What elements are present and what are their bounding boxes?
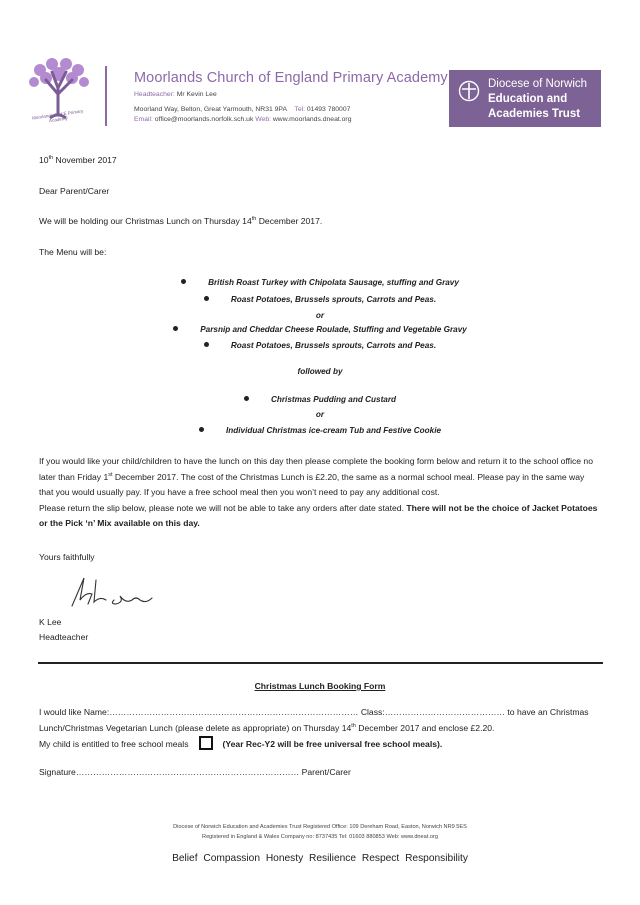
menu-item: Parsnip and Cheddar Cheese Roulade, Stuffing and Vegetable Gravy <box>0 325 640 334</box>
menu-item: Christmas Pudding and Custard <box>0 395 640 404</box>
email-label: Email: <box>134 116 153 123</box>
booking-form <box>39 704 604 752</box>
header-divider <box>105 66 107 126</box>
contact-line <box>134 116 351 123</box>
form-name-class-line[interactable]: I would like Name:…………………………………………………………………………… Class:…………………………………… to have an Christmas <box>39 707 589 717</box>
menu-or: or <box>315 311 325 320</box>
headteacher-line <box>134 91 217 98</box>
letter-date: 10th November 2017 <box>39 155 117 165</box>
menu-followed-by: followed by <box>297 367 343 376</box>
email-address[interactable]: office@moorlands.norfolk.sch.uk <box>154 116 254 123</box>
booking-instructions: If you would like your child/children to have the lunch on this day then please complete the booking form below and return it to the school office no later than Friday 1st December 2017. The cost of the Christmas Lunch is £2.20, the same as a normal school meal. Please pay in the same way that you would usually pay. If you have a free school meal then you won’t need to pay any additional cost. <box>39 456 593 498</box>
tel-label: Tel: <box>294 106 306 113</box>
signer-name: K Lee <box>39 617 62 627</box>
school-name: Moorlands Church of England Primary Academy <box>134 70 448 86</box>
diocese-cross-icon <box>458 80 480 102</box>
web-address[interactable]: www.moorlands.dneat.org <box>272 116 352 123</box>
menu-item: Roast Potatoes, Brussels sprouts, Carrots and Peas. <box>0 341 640 350</box>
intro-line: We will be holding our Christmas Lunch on Thursday 14th December 2017. <box>39 216 323 226</box>
form-signature-line[interactable]: Signature…………………………………………………………………… Parent/Carer <box>39 767 351 777</box>
diocese-name-line1: Diocese of Norwich <box>488 78 588 90</box>
menu-or: or <box>315 410 325 419</box>
footer-registration-line: Registered in England & Wales Company no: 8737435 Tel: 01603 880853 Web: www.dneat.org <box>202 834 438 840</box>
address: Moorland Way, Belton, Great Yarmouth, NR31 9PA <box>134 106 287 113</box>
diocese-name-line3: Academies Trust <box>488 108 581 120</box>
closing: Yours faithfully <box>39 552 95 562</box>
menu-heading: The Menu will be: <box>39 247 107 257</box>
web-label: Web: <box>255 116 271 123</box>
footer-trust-line: Diocese of Norwich Education and Academies Trust Registered Office: 109 Dereham Road, Easton, Norwich NR9 5ES <box>173 824 467 830</box>
form-divider <box>38 662 603 664</box>
form-free-meals-line: My child is entitled to free school meals (Year Rec-Y2 will be free universal free school meals). <box>39 736 604 752</box>
letter-paragraphs <box>39 454 599 532</box>
headteacher-name: Mr Kevin Lee <box>176 91 217 98</box>
form-title: Christmas Lunch Booking Form <box>254 681 386 691</box>
tel-number: 01493 780007 <box>306 106 351 113</box>
address-line <box>134 106 350 113</box>
logo-caption: Moorlands C of E Primary Academy <box>31 108 84 124</box>
headteacher-label: Headteacher: <box>134 91 175 98</box>
form-lunch-line: Lunch/Christmas Vegetarian Lunch (please delete as appropriate) on Thursday 14th December 2017 and enclose £2.20. <box>39 723 495 733</box>
signer-role: Headteacher <box>39 632 89 642</box>
salutation: Dear Parent/Carer <box>39 186 110 196</box>
return-note: Please return the slip below, please note we will not be able to take any orders after date stated. There will not be the choice of Jacket Potatoes or the Pick ‘n’ Mix available on this day. <box>39 502 598 529</box>
menu-item: Individual Christmas ice-cream Tub and Festive Cookie <box>0 426 640 435</box>
signature-image <box>66 570 156 610</box>
menu-item: British Roast Turkey with Chipolata Sausage, stuffing and Gravy <box>0 278 640 287</box>
menu-item: Roast Potatoes, Brussels sprouts, Carrots and Peas. <box>0 295 640 304</box>
diocese-name-line2: Education and <box>488 93 568 105</box>
free-meals-checkbox[interactable] <box>199 736 213 750</box>
school-values: Belief Compassion Honesty Resilience Respect Responsibility <box>172 853 468 864</box>
